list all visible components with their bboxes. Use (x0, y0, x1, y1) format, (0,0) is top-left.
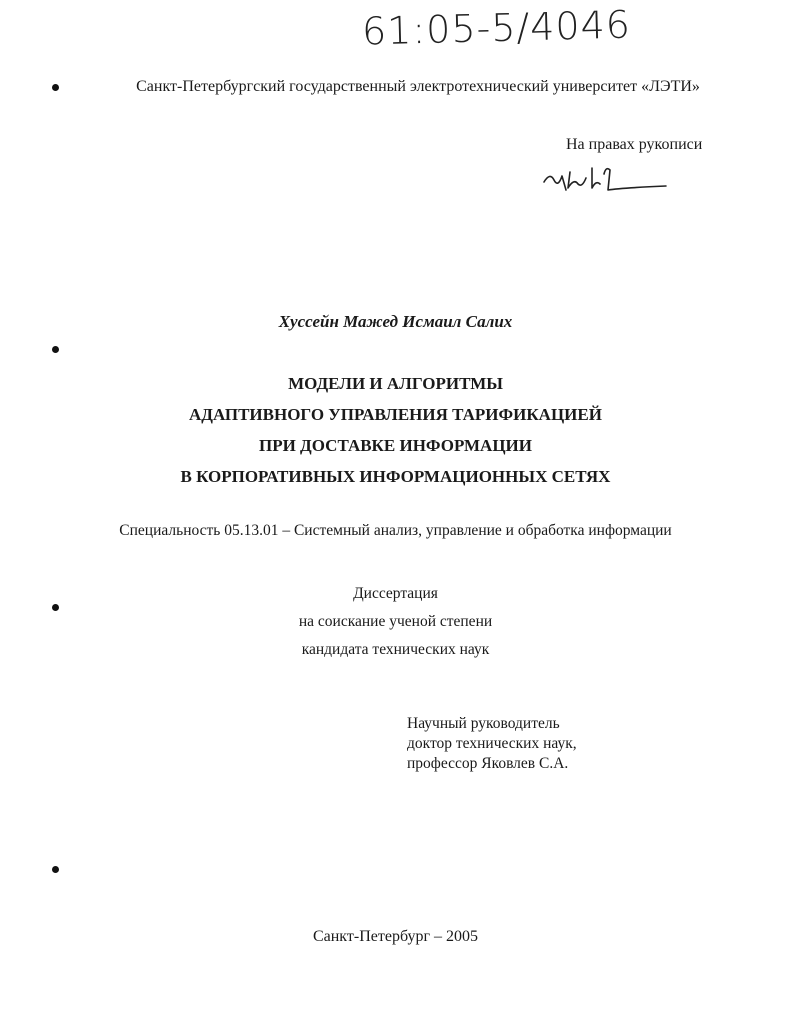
punch-hole-dot (52, 346, 59, 353)
dissertation-line: Диссертация (353, 585, 438, 602)
university-name: Санкт-Петербургский государственный электротехнический университет «ЛЭТИ» (136, 78, 700, 95)
title-line: В КОРПОРАТИВНЫХ ИНФОРМАЦИОННЫХ СЕТЯХ (180, 467, 611, 486)
supervisor-line: профессор Яковлев С.А. (407, 755, 569, 772)
punch-hole-dot (52, 84, 59, 91)
author-name: Хуссейн Мажед Исмаил Салих (278, 312, 513, 331)
supervisor-line: доктор технических наук, (407, 735, 577, 752)
supervisor-block (407, 714, 577, 774)
dissertation-line: на соискание ученой степени (298, 613, 493, 630)
dissertation-block (0, 580, 791, 664)
dissertation-line: кандидата технических наук (301, 641, 490, 658)
punch-hole-dot (52, 866, 59, 873)
signature-icon (540, 158, 670, 198)
archive-stamp-number: 61:05-5/4046 (361, 2, 632, 54)
title-line: ПРИ ДОСТАВКЕ ИНФОРМАЦИИ (258, 436, 533, 455)
city-year: Санкт-Петербург – 2005 (312, 928, 479, 945)
supervisor-line: Научный руководитель (407, 715, 560, 732)
specialty-line: Специальность 05.13.01 – Системный анализ, управление и обработка информации (119, 522, 672, 539)
title-line: МОДЕЛИ И АЛГОРИТМЫ (288, 374, 503, 393)
manuscript-rights-label: На правах рукописи (566, 136, 703, 153)
title-line: АДАПТИВНОГО УПРАВЛЕНИЯ ТАРИФИКАЦИЕЙ (189, 405, 602, 424)
dissertation-title (0, 368, 791, 492)
